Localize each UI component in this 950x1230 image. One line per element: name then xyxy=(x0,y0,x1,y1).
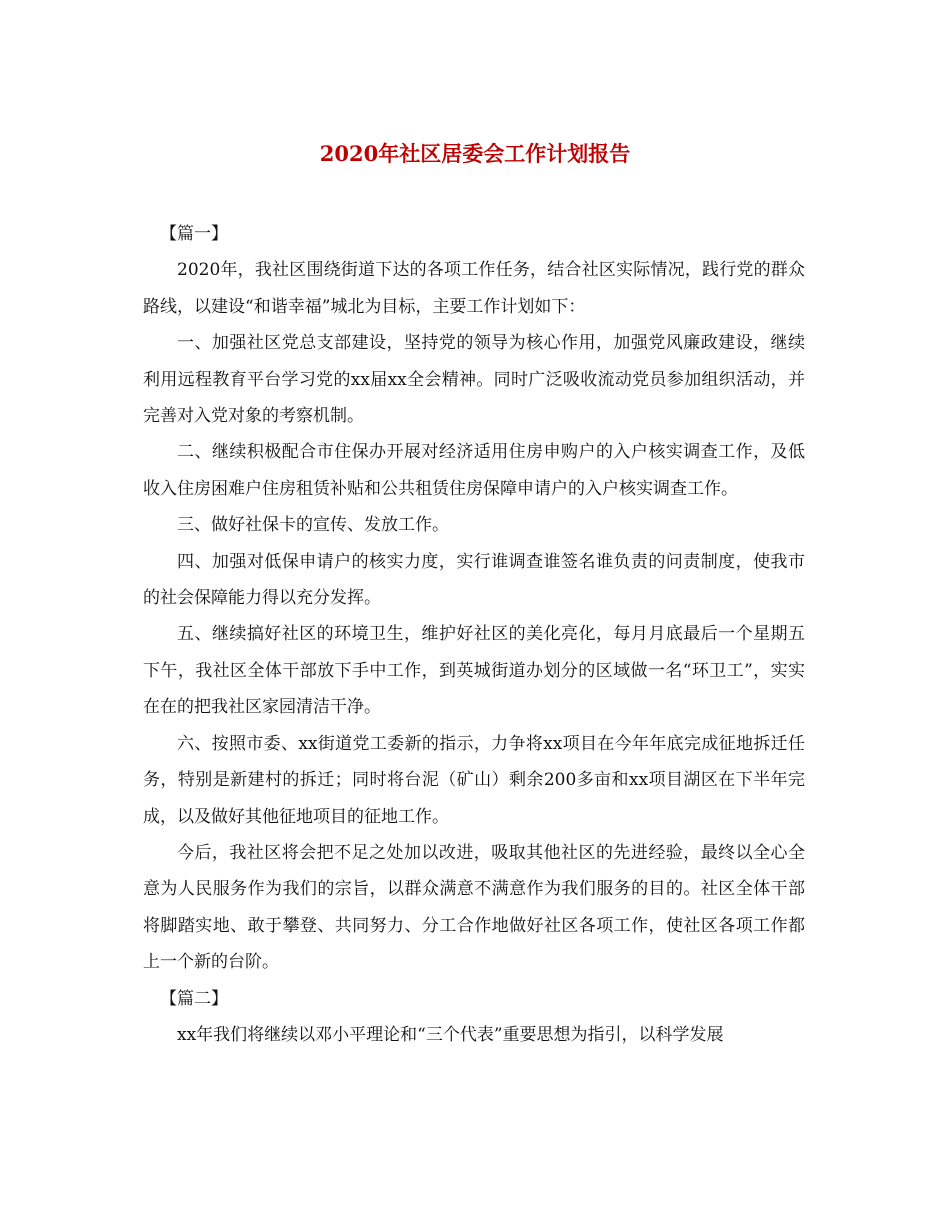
section-heading: 【篇一】 xyxy=(160,224,228,244)
paragraph: 今后，我社区将会把不足之处加以改进，吸取其他社区的先进经验，最终以全心全意为人民服务作为我们的宗旨，以群众满意不满意作为我们服务的目的。社区全体干部将脚踏实地、敢于攀登、共同努力、分工合作地做好社区各项工作，使社区各项工作都上一个新的台阶。 xyxy=(143,842,805,973)
paragraph: 六、按照市委、xx街道党工委新的指示，力争将xx项目在今年年底完成征地拆迁任务，特别是新建村的拆迁；同时将台泥（矿山）剩余200多亩和xx项目湖区在下半年完成，以及做好其他征地项目的征地工作。 xyxy=(143,733,805,827)
paragraph: 四、加强对低保申请户的核实力度，实行谁调查谁签名谁负责的问责制度，使我市的社会保障能力得以充分发挥。 xyxy=(143,551,805,609)
document-body xyxy=(143,216,805,1053)
document-title: 2020年社区居委会工作计划报告 xyxy=(319,141,631,166)
paragraph: 一、加强社区党总支部建设，坚持党的领导为核心作用，加强党风廉政建设，继续利用远程教育平台学习党的xx届xx全会精神。同时广泛吸收流动党员参加组织活动，并完善对入党对象的考察机制。 xyxy=(143,333,805,427)
paragraph: xx年我们将继续以邓小平理论和“三个代表”重要思想为指引，以科学发展 xyxy=(177,1024,724,1045)
paragraph: 三、做好社保卡的宣传、发放工作。 xyxy=(177,515,449,536)
section-heading: 【篇二】 xyxy=(160,988,228,1009)
paragraph: 二、继续积极配合市住保办开展对经济适用住房申购户的入户核实调查工作，及低收入住房困难户住房租赁补贴和公共租赁住房保障申请户的入户核实调查工作。 xyxy=(143,442,805,499)
paragraph: 2020年，我社区围绕街道下达的各项工作任务，结合社区实际情况，践行党的群众路线，以建设“和谐幸福”城北为目标，主要工作计划如下： xyxy=(143,260,805,317)
paragraph: 五、继续搞好社区的环境卫生，维护好社区的美化亮化，每月月底最后一个星期五下午，我社区全体干部放下手中工作，到英城街道办划分的区域做一名“环卫工”，实实在在的把我社区家园清洁干净。 xyxy=(143,624,805,718)
